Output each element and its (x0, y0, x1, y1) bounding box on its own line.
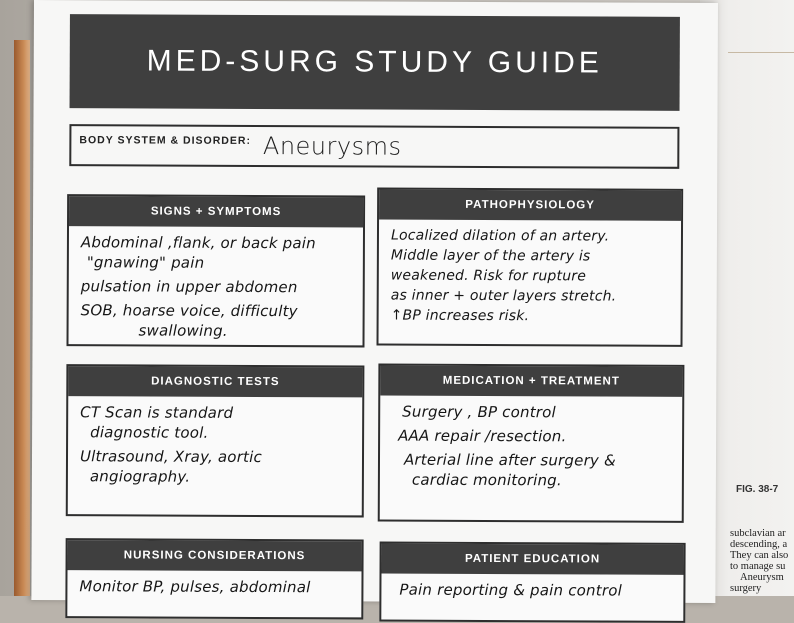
note-line: diagnostic tool. (90, 423, 209, 442)
card-header: PATIENT EDUCATION (382, 544, 684, 575)
card-patient-education (379, 542, 685, 623)
note-line: ↑BP increases risk. (390, 307, 530, 325)
note-line: Pain reporting & pain control (399, 580, 622, 600)
card-body (68, 396, 362, 493)
note-line: Abdominal ,flank, or back pain (80, 233, 316, 253)
body-system-label: BODY SYSTEM & DISORDER: (79, 134, 251, 147)
note-line: swallowing. (138, 321, 228, 340)
body-system-box (69, 124, 679, 169)
card-header: PATHOPHYSIOLOGY (379, 190, 681, 221)
book-text-line: subclavian ar (730, 528, 786, 539)
card-nursing-considerations (65, 538, 363, 619)
book-spine (14, 40, 30, 596)
note-line: weakened. Risk for rupture (390, 267, 587, 285)
note-line: pulsation in upper abdomen (80, 277, 298, 297)
note-line: Ultrasound, Xray, aortic (79, 447, 263, 466)
card-header: NURSING CONSIDERATIONS (68, 540, 362, 571)
note-line: angiography. (89, 467, 191, 486)
card-header: MEDICATION + TREATMENT (380, 366, 682, 397)
note-line: as inner + outer layers stretch. (390, 287, 617, 305)
card-body (379, 220, 681, 333)
card-body (380, 396, 682, 497)
note-line: Localized dilation of an artery. (390, 227, 610, 245)
note-line: SOB, hoarse voice, difficulty (80, 301, 298, 321)
note-line: cardiac monitoring. (411, 470, 562, 490)
card-header: DIAGNOSTIC TESTS (68, 366, 362, 397)
note-line: Middle layer of the artery is (390, 247, 591, 265)
body-system-value: Aneurysms (262, 132, 402, 161)
book-text-line: to manage su (730, 561, 786, 572)
page-title: MED-SURG STUDY GUIDE (70, 14, 680, 111)
book-text-line: descending, a (730, 539, 788, 550)
figure-label: FIG. 38-7 (736, 484, 779, 495)
card-body (68, 226, 363, 347)
book-text-line: Aneurysm (740, 572, 784, 583)
book-text-line: They can also (730, 550, 789, 561)
note-line: AAA repair /resection. (398, 426, 567, 446)
study-guide-sheet (31, 0, 718, 603)
card-diagnostic-tests (66, 364, 365, 517)
card-signs-symptoms (66, 194, 365, 347)
card-medication-treatment (378, 364, 685, 523)
book-rule (728, 52, 794, 53)
note-line: CT Scan is standard (80, 403, 234, 422)
note-line: Arterial line after surgery & (403, 450, 616, 470)
card-body (67, 570, 361, 603)
card-body (381, 574, 683, 607)
book-text-line: surgery (730, 583, 762, 594)
book-text (730, 528, 794, 594)
note-line: Surgery , BP control (402, 402, 556, 422)
card-header: SIGNS + SYMPTOMS (69, 196, 363, 227)
card-pathophysiology (376, 187, 683, 346)
note-line: Monitor BP, pulses, abdominal (79, 577, 311, 597)
note-line: "gnawing" pain (86, 253, 205, 272)
